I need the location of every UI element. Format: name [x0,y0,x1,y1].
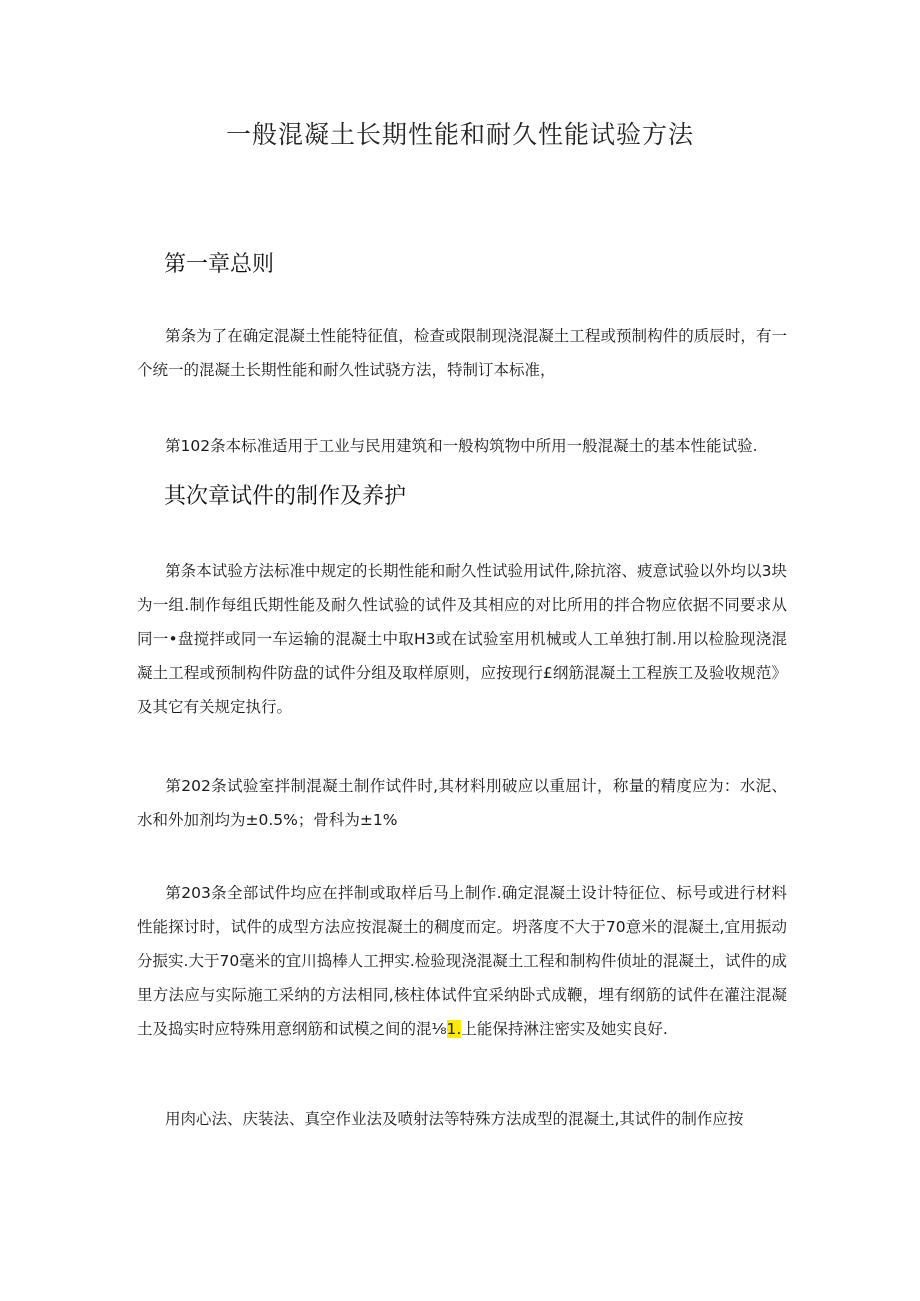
document-title: 一般混凝土长期性能和耐久性能试验方法 [225,120,694,149]
chapter-2-paragraph-2 [137,769,787,837]
chapter-1-paragraph-1 [137,319,787,387]
chapter-2-paragraph-1-text: 第条本试验方法标准中规定的长期性能和耐久性试验用试件,除抗溶、疲意试验以外均以3块为一组.制作每组氏期性能及耐久性试验的试件及其相应的对比所用的拌合物应依据不同要求从同一•盘搅拌或同一车运输的混凝土中取H3或在试验室用机械或人工单独打制.用以检脸现浇混凝土工程或预制构件防盘的试件分组及取样原则，应按现行£纲筋混凝土工程族工及验收规范》及其它有关规定执行。 [137,562,787,716]
chapter-1-paragraph-1-text: 第条为了在确定混凝土性能特征值，检查或限制现浇混凝土工程或预制构件的质辰时，有一个统一的混凝土长期性能和耐久性试骁方法，特制订本标准， [137,327,787,379]
chapter-2-paragraph-3-text-b: 上能保持淋注密实及她实良好. [461,1020,668,1038]
chapter-1-paragraph-2 [137,429,787,463]
highlighted-text: 1. [446,1020,462,1038]
chapter-2-paragraph-4-text: 用肉心法、庆装法、真空作业法及喷射法等特殊方法成型的混凝土,其试件的制作应按 [165,1110,744,1128]
chapter-1-paragraph-2-text: 第102条本标准适用于工业与民用建筑和一般构筑物中所用一般混凝土的基本性能试验. [165,437,758,455]
chapter-2-paragraph-2-text: 第202条试验室拌制混凝土制作试件时,其材料刖破应以重屈计，称量的精度应为：水泥、水和外加剂均为±0.5%；骨科为±1% [137,777,787,829]
chapter-2-paragraph-3-text-a: 第203条全部试件均应在拌制或取样后马上制作.确定混凝土设计特征位、标号或进行材料性能探讨时，试件的成型方法应按混凝土的稠度而定。坍落度不大于70意米的混凝土,宜用振动分振实.大于70毫米的宜川捣棒人工押实.检验现浇混凝土工程和制构件侦址的混凝土，试件的成里方法应与实际施工采纳的方法相同,核柱体试件宜采纳卧式成鞭，埋有纲筋的试件在灌注混凝土及捣实时应特殊用意纲筋和试模之间的混⅛ [137,884,787,1038]
chapter-1-heading: 第一章总则 [164,252,275,277]
chapter-2-heading: 其次章试件的制作及养护 [164,484,407,509]
chapter-2-paragraph-3 [137,876,787,1046]
chapter-2-paragraph-4 [137,1102,787,1136]
chapter-2-paragraph-1 [137,554,787,724]
